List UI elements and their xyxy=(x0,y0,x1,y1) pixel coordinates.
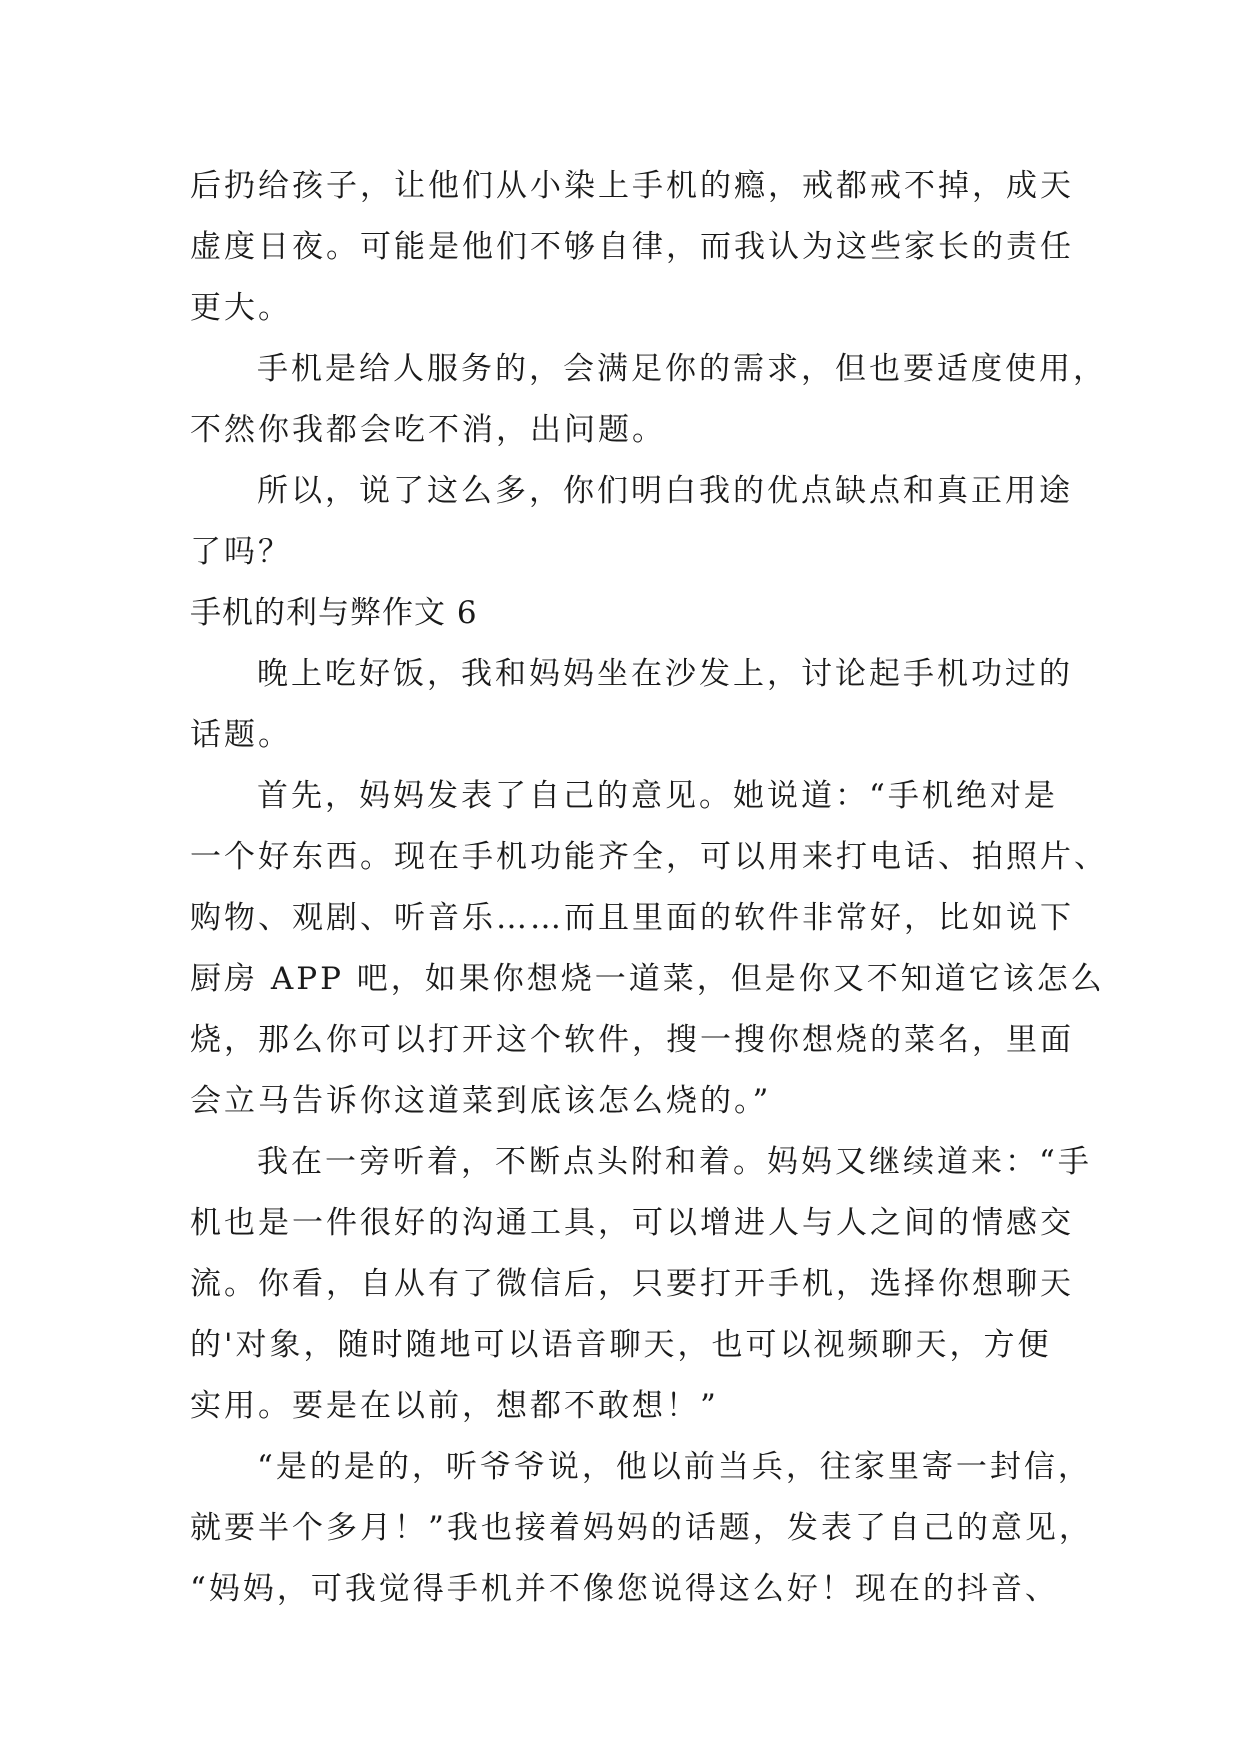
text-line-22: “是的是的，听爷爷说，他以前当兵，往家里寄一封信， xyxy=(257,1449,1092,1485)
text-line-1: 后扔给孩子，让他们从小染上手机的瘾，戒都戒不掉，成天 xyxy=(190,168,1074,204)
text-line-18: 机也是一件很好的沟通工具，可以增进人与人之间的情感交 xyxy=(190,1205,1074,1241)
text-line-13: 购物、观剧、听音乐……而且里面的软件非常好，比如说下 xyxy=(190,900,1074,936)
text-line-12: 一个好东西。现在手机功能齐全，可以用来打电话、拍照片、 xyxy=(190,839,1108,875)
text-line-2: 虚度日夜。可能是他们不够自律，而我认为这些家长的责任 xyxy=(190,229,1074,265)
text-line-24: “妈妈，可我觉得手机并不像您说得这么好！现在的抖音、 xyxy=(190,1571,1059,1607)
text-line-6: 所以，说了这么多，你们明白我的优点缺点和真正用途 xyxy=(257,473,1073,509)
text-line-5: 不然你我都会吃不消，出问题。 xyxy=(190,412,666,448)
text-line-21: 实用。要是在以前，想都不敢想！” xyxy=(190,1388,719,1424)
text-line-14: 厨房 APP 吧，如果你想烧一道菜，但是你又不知道它该怎么 xyxy=(190,961,1105,997)
text-line-23: 就要半个多月！”我也接着妈妈的话题，发表了自己的意见， xyxy=(190,1510,1093,1546)
text-line-10: 话题。 xyxy=(190,717,292,753)
text-line-4: 手机是给人服务的，会满足你的需求，但也要适度使用， xyxy=(257,351,1107,387)
text-line-11: 首先，妈妈发表了自己的意见。她说道：“手机绝对是 xyxy=(257,778,1058,814)
text-line-3: 更大。 xyxy=(190,290,292,326)
section-heading: 手机的利与弊作文 6 xyxy=(190,595,478,631)
document-body xyxy=(190,156,1108,1620)
text-line-7: 了吗？ xyxy=(190,534,292,570)
text-line-15: 烧，那么你可以打开这个软件，搜一搜你想烧的菜名，里面 xyxy=(190,1022,1074,1058)
text-line-19: 流。你看，自从有了微信后，只要打开手机，选择你想聊天 xyxy=(190,1266,1074,1302)
text-line-20: 的'对象，随时随地可以语音聊天，也可以视频聊天，方便 xyxy=(190,1327,1052,1363)
text-line-17: 我在一旁听着，不断点头附和着。妈妈又继续道来：“手 xyxy=(257,1144,1092,1180)
text-line-9: 晚上吃好饭，我和妈妈坐在沙发上，讨论起手机功过的 xyxy=(257,656,1073,692)
text-line-16: 会立马告诉你这道菜到底该怎么烧的。” xyxy=(190,1083,772,1119)
